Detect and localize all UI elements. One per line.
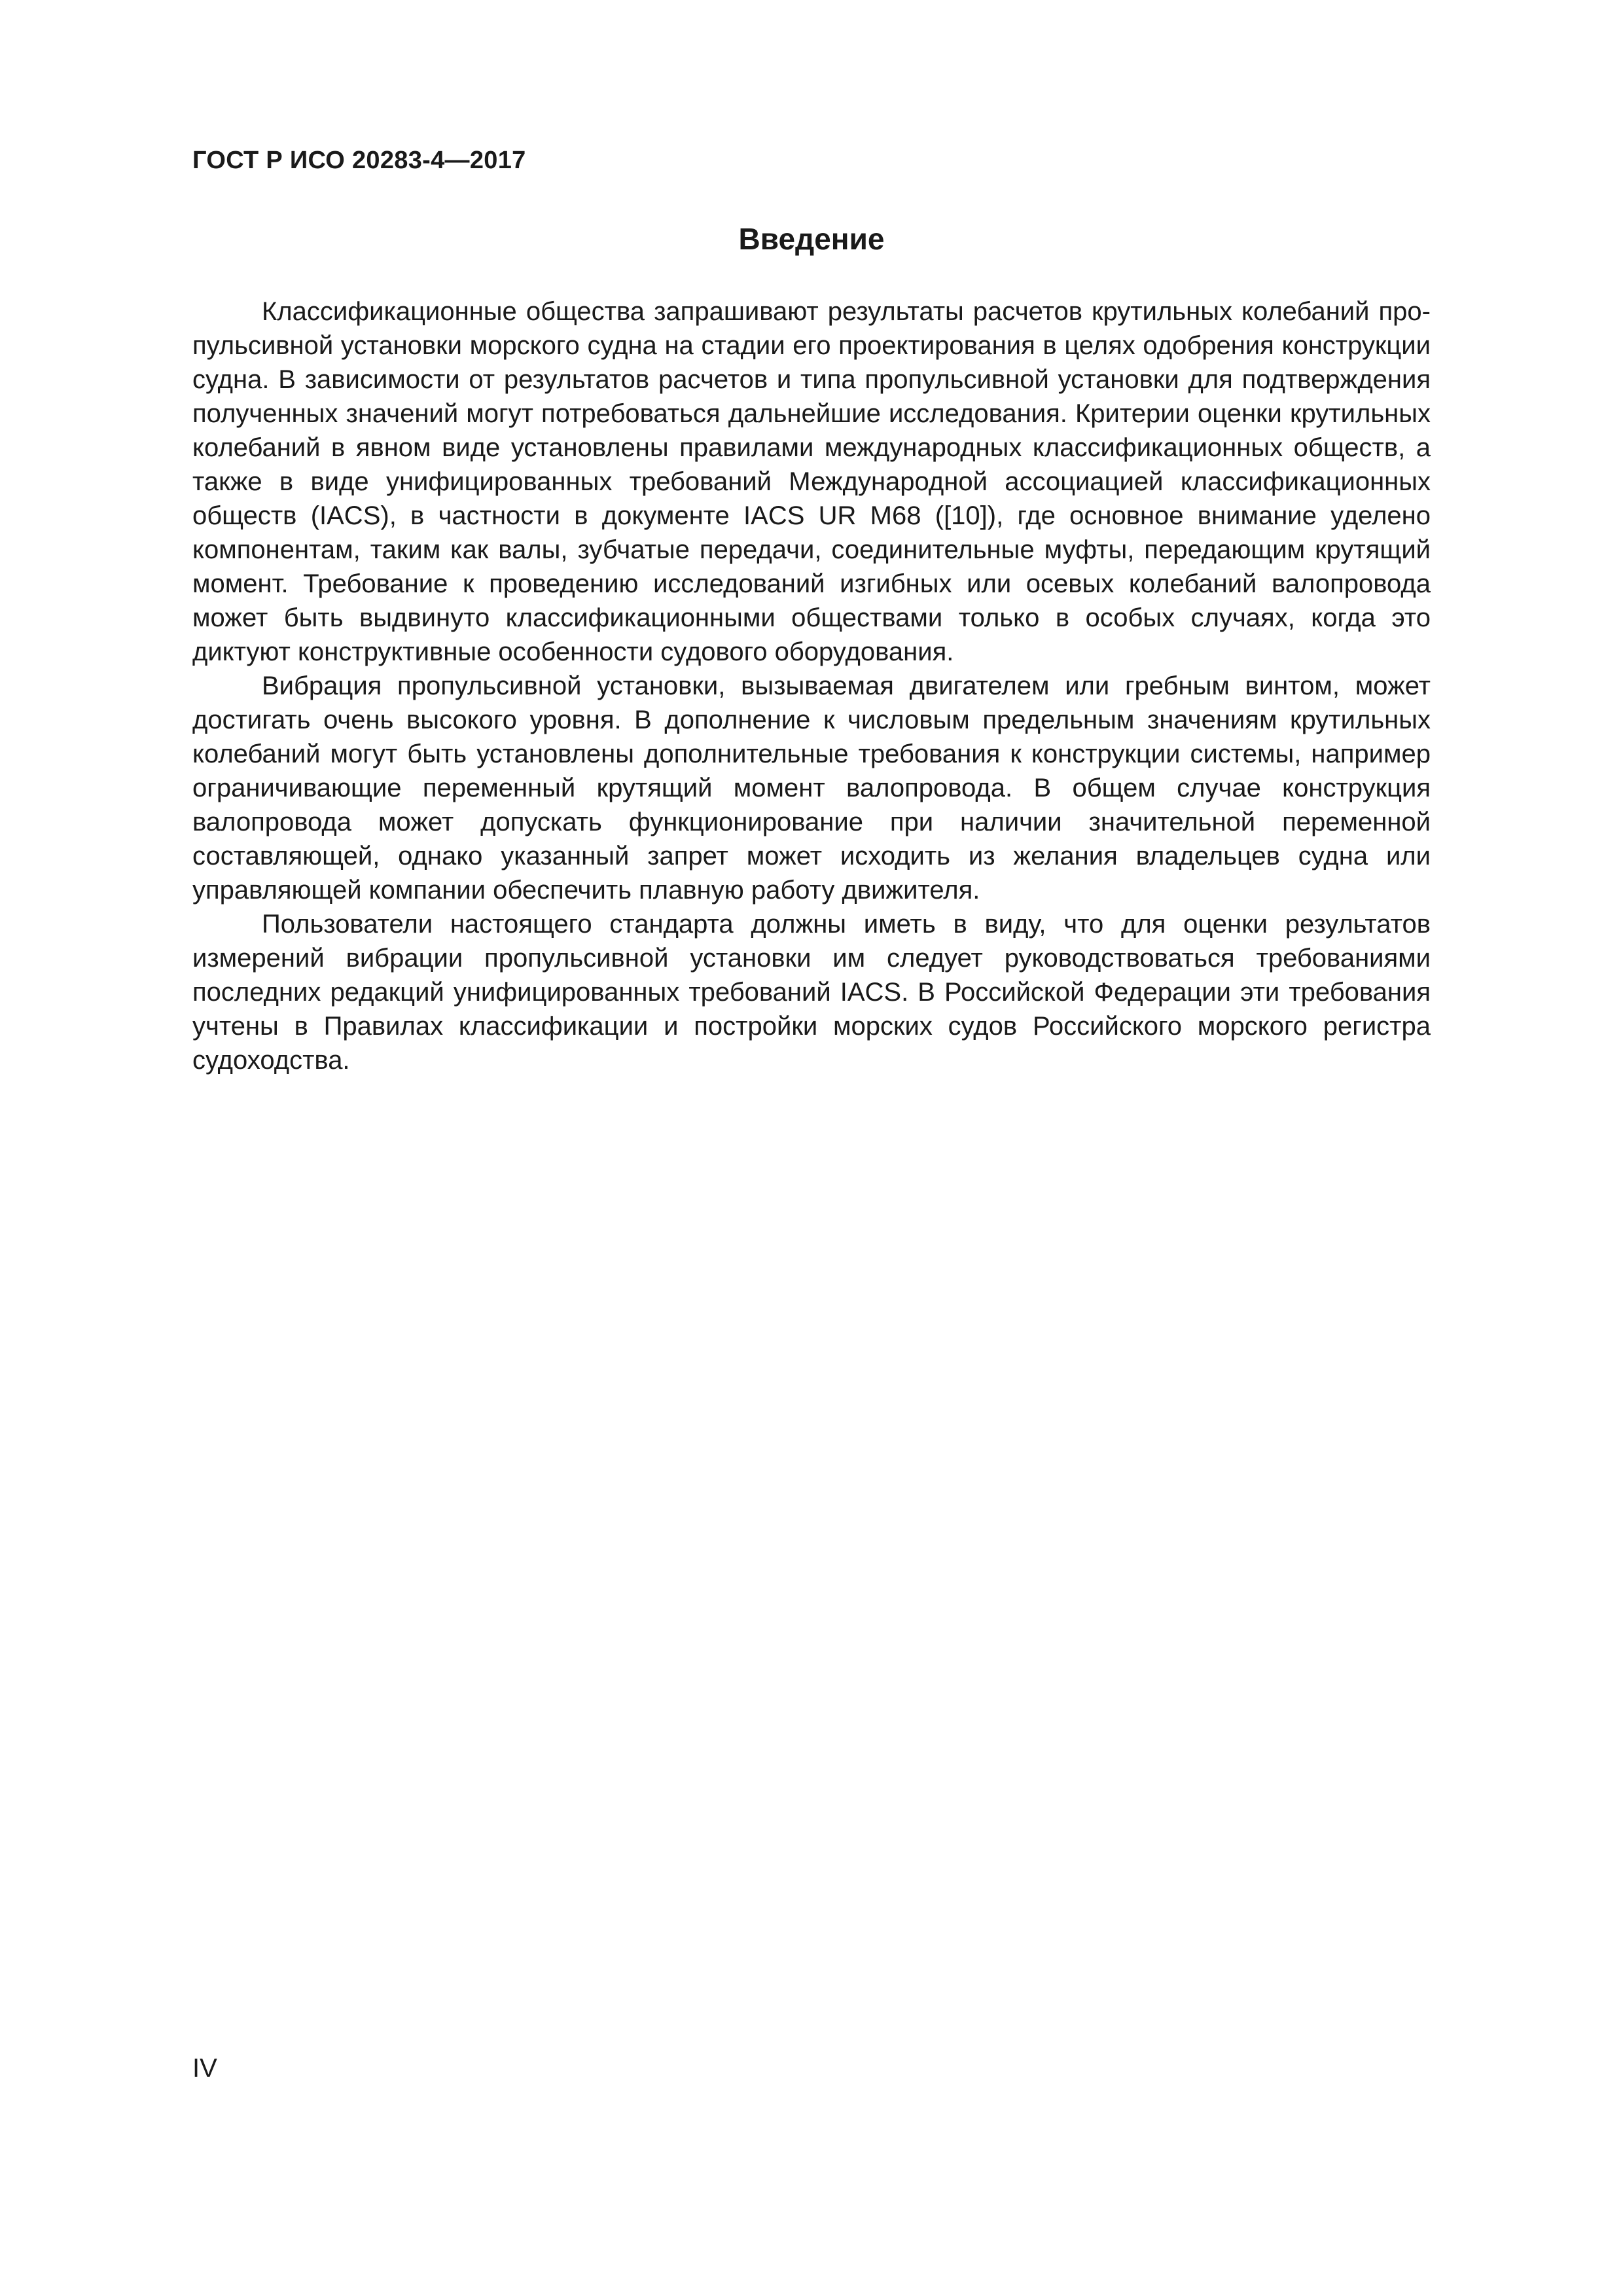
paragraph-3: Пользователи настоящего стандарта должны иметь в виду, что для оценки результатов измерений вибрации пропульсивной установки им следует руководствоваться требованиями последних редакций унифицированных требований IACS. В Российской Федерации эти требования учтены в Правилах классификации и постройки морских судов Российского морского регистра судоходства.: [192, 910, 1431, 1075]
page-number: IV: [192, 2054, 217, 2083]
body-text: [192, 295, 1431, 1077]
section-title: Введение: [738, 222, 885, 256]
paragraph-2: Вибрация пропульсивной установки, вызываемая двигателем или гребным винтом, может достигать очень высокого уровня. В дополнение к числовым предельным значениям крутильных колебаний могут быть установлены дополнительные требования к конструкции системы, например ограничивающие переменный крутящий момент валопровода. В общем случае конструкция валопровода может допускать функционирование при наличии значительной переменной составляющей, однако указанный запрет может исходить из желания владельцев судна или управляющей компании обеспечить плавную работу движителя.: [192, 672, 1431, 905]
document-code-header: ГОСТ Р ИСО 20283-4—2017: [192, 147, 526, 174]
paragraph-1: Классификационные общества запрашивают результаты расчетов крутильных колебаний пропульсивной установки морского судна на стадии его проектирования в целях одобрения конструкции судна. В зависимости от результатов расчетов и типа пропульсивной установки для подтверждения полученных значений могут потребоваться дальнейшие исследования. Критерии оценки крутильных колебаний в явном виде установлены правилами международных классификационных обществ, а также в виде унифицированных требований Международной ассоциацией классификационных обществ (IACS), в частности в документе IACS UR M68 ([10]), где основное внимание уделено компонентам, таким как валы, зубчатые передачи, соединительные муфты, передающим крутящий момент. Требование к проведению исследований изгибных или осевых колебаний валопровода может быть выдвинуто классификационными обществами только в особых случаях, когда это диктуют конструктивные особенности судового оборудования.: [192, 297, 1431, 666]
